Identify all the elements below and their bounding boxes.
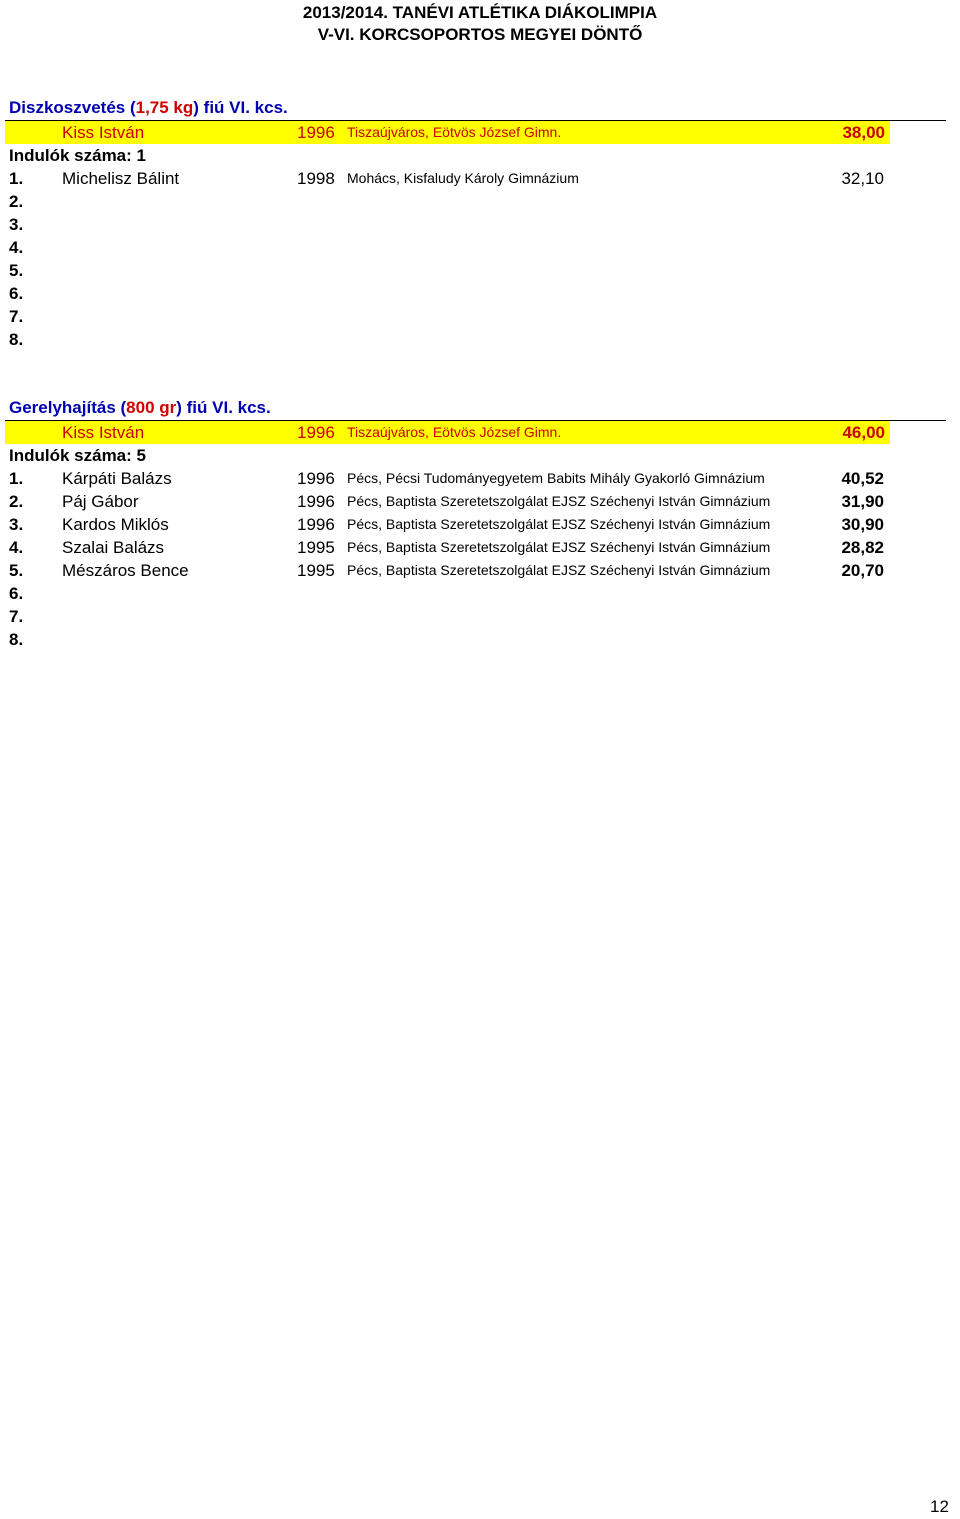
entrants-count: Indulók száma: 5 [9,446,146,465]
event-title [9,397,271,419]
event-weight: 1,75 kg [135,98,194,117]
result: 30,90 [841,515,884,534]
document-subtitle: V-VI. KORCSOPORTOS MEGYEI DÖNTŐ [317,25,643,44]
result-row [0,559,960,582]
result-row [0,213,960,236]
school: Pécs, Pécsi Tudományegyetem Babits Mihály Gyakorló Gimnázium [347,470,765,486]
place: 4. [9,238,24,257]
record-year: 1996 [297,123,335,142]
birth-year: 1998 [297,169,335,188]
record-result: 46,00 [842,423,885,442]
result-row [0,513,960,536]
school: Pécs, Baptista Szeretetszolgálat EJSZ Széchenyi István Gimnázium [347,493,771,509]
school: Mohács, Kisfaludy Károly Gimnázium [347,170,579,186]
result-row [0,167,960,190]
athlete-name: Szalai Balázs [62,538,165,557]
place: 3. [9,215,24,234]
document-title: 2013/2014. TANÉVI ATLÉTIKA DIÁKOLIMPIA [302,3,658,22]
record-result: 38,00 [842,123,885,142]
birth-year: 1996 [297,492,335,511]
result: 28,82 [841,538,884,557]
result: 32,10 [841,169,884,188]
place: 8. [9,630,24,649]
result-row [0,490,960,513]
birth-year: 1996 [297,515,335,534]
birth-year: 1995 [297,538,335,557]
school: Pécs, Baptista Szeretetszolgálat EJSZ Széchenyi István Gimnázium [347,539,771,555]
event-weight: 800 gr [126,398,177,417]
school: Pécs, Baptista Szeretetszolgálat EJSZ Széchenyi István Gimnázium [347,516,771,532]
result-row [0,259,960,282]
place: 7. [9,607,24,626]
page-number: 12 [930,1497,949,1516]
result-row [0,305,960,328]
athlete-name: Páj Gábor [62,492,139,511]
result-row [0,605,960,628]
place: 1. [9,469,24,488]
place: 4. [9,538,24,557]
record-name: Kiss István [62,423,145,442]
event-title-part: Gerelyhajítás ( [9,398,127,417]
athlete-name: Michelisz Bálint [62,169,180,188]
result-row [0,282,960,305]
record-row [5,421,890,444]
entrants-count: Indulók száma: 1 [9,146,146,165]
place: 5. [9,261,24,280]
event-title-part: Diszkoszvetés ( [9,98,136,117]
result-row [0,467,960,490]
result-row [0,582,960,605]
record-school: Tiszaújváros, Eötvös József Gimn. [347,424,562,440]
school: Pécs, Baptista Szeretetszolgálat EJSZ Széchenyi István Gimnázium [347,562,771,578]
event-title-part: ) fiú VI. kcs. [176,398,271,417]
place: 6. [9,584,24,603]
place: 2. [9,492,24,511]
place: 6. [9,284,24,303]
record-school: Tiszaújváros, Eötvös József Gimn. [347,124,562,140]
place: 3. [9,515,24,534]
result: 40,52 [841,469,884,488]
result: 31,90 [841,492,884,511]
birth-year: 1995 [297,561,335,580]
place: 7. [9,307,24,326]
athlete-name: Mészáros Bence [62,561,189,580]
result-row [0,190,960,213]
place: 5. [9,561,24,580]
record-name: Kiss István [62,123,145,142]
place: 1. [9,169,24,188]
event-title-part: ) fiú VI. kcs. [193,98,288,117]
result-row [0,236,960,259]
record-year: 1996 [297,423,335,442]
record-row [5,121,890,144]
place: 8. [9,330,24,349]
result-row [0,536,960,559]
athlete-name: Kardos Miklós [62,515,169,534]
result-row [0,328,960,351]
result-row [0,628,960,651]
birth-year: 1996 [297,469,335,488]
place: 2. [9,192,24,211]
event-title [9,97,288,119]
result: 20,70 [841,561,884,580]
athlete-name: Kárpáti Balázs [62,469,172,488]
